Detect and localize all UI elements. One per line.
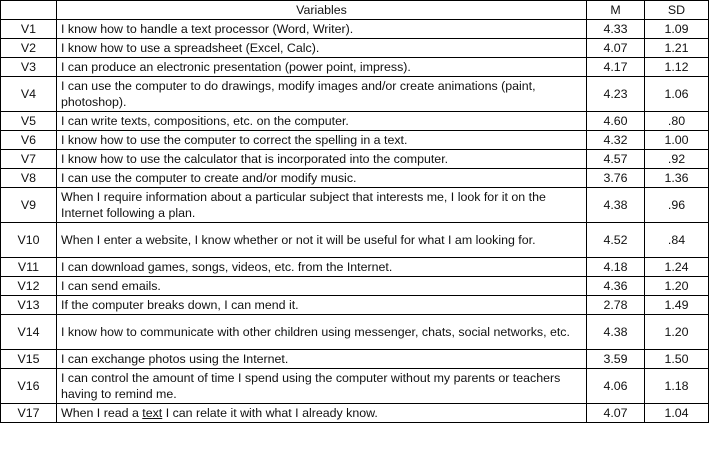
row-sd: .92 [645, 150, 709, 169]
row-sd: 1.00 [645, 131, 709, 150]
table-row [1, 258, 709, 277]
row-mean: 4.23 [587, 77, 645, 112]
table-row [1, 112, 709, 131]
row-text: I know how to use the computer to correct the spelling in a text. [57, 131, 587, 150]
row-text: I can use the computer to create and/or modify music. [57, 169, 587, 188]
row-text: I can control the amount of time I spend using the computer without my parents or teachers having to remind me. [57, 369, 587, 404]
row-sd: 1.36 [645, 169, 709, 188]
row-text-before: When I read a [61, 406, 143, 420]
row-id: V12 [1, 277, 57, 296]
row-sd: 1.21 [645, 39, 709, 58]
row-mean: 4.17 [587, 58, 645, 77]
row-text: When I require information about a particular subject that interests me, I look for it on the Internet following a plan. [57, 188, 587, 223]
row-id: V11 [1, 258, 57, 277]
row-mean: 4.06 [587, 369, 645, 404]
row-id: V15 [1, 350, 57, 369]
row-sd: 1.18 [645, 369, 709, 404]
row-id: V7 [1, 150, 57, 169]
row-text: When I enter a website, I know whether or not it will be useful for what I am looking for. [57, 223, 587, 258]
row-id: V16 [1, 369, 57, 404]
header-row [1, 1, 709, 20]
row-id: V2 [1, 39, 57, 58]
row-id: V17 [1, 404, 57, 423]
row-sd: 1.20 [645, 277, 709, 296]
header-id [1, 1, 57, 20]
row-sd: 1.50 [645, 350, 709, 369]
row-sd: .84 [645, 223, 709, 258]
row-text: I can use the computer to do drawings, modify images and/or create animations (paint, photoshop). [57, 77, 587, 112]
row-id: V5 [1, 112, 57, 131]
row-id: V6 [1, 131, 57, 150]
row-mean: 2.78 [587, 296, 645, 315]
table-row [1, 315, 709, 350]
row-mean: 4.57 [587, 150, 645, 169]
row-sd: 1.09 [645, 20, 709, 39]
row-text: I know how to use the calculator that is incorporated into the computer. [57, 150, 587, 169]
row-sd: 1.04 [645, 404, 709, 423]
row-sd: 1.24 [645, 258, 709, 277]
table-row [1, 296, 709, 315]
row-id: V8 [1, 169, 57, 188]
table-row [1, 58, 709, 77]
table-row [1, 350, 709, 369]
row-mean: 3.76 [587, 169, 645, 188]
row-text: I can write texts, compositions, etc. on the computer. [57, 112, 587, 131]
row-mean: 4.32 [587, 131, 645, 150]
header-m: M [587, 1, 645, 20]
row-text: I can exchange photos using the Internet. [57, 350, 587, 369]
table-row [1, 277, 709, 296]
row-sd: .96 [645, 188, 709, 223]
row-sd: 1.12 [645, 58, 709, 77]
row-mean: 4.33 [587, 20, 645, 39]
row-text: I know how to handle a text processor (Word, Writer). [57, 20, 587, 39]
row-text: I can produce an electronic presentation (power point, impress). [57, 58, 587, 77]
row-id: V13 [1, 296, 57, 315]
table-row [1, 188, 709, 223]
row-text: If the computer breaks down, I can mend it. [57, 296, 587, 315]
row-mean: 4.07 [587, 39, 645, 58]
table-row [1, 39, 709, 58]
row-text-after: I can relate it with what I already know. [162, 406, 378, 420]
row-id: V1 [1, 20, 57, 39]
row-sd: 1.49 [645, 296, 709, 315]
row-text [57, 404, 587, 423]
table-row [1, 150, 709, 169]
table-row [1, 369, 709, 404]
row-mean: 4.60 [587, 112, 645, 131]
row-id: V3 [1, 58, 57, 77]
header-variables: Variables [57, 1, 587, 20]
table-row [1, 169, 709, 188]
table-row [1, 131, 709, 150]
row-mean: 4.36 [587, 277, 645, 296]
row-mean: 4.38 [587, 188, 645, 223]
row-text: I can send emails. [57, 277, 587, 296]
table-row [1, 223, 709, 258]
row-text: I know how to use a spreadsheet (Excel, Calc). [57, 39, 587, 58]
table-row [1, 77, 709, 112]
row-id: V14 [1, 315, 57, 350]
header-sd: SD [645, 1, 709, 20]
row-id: V10 [1, 223, 57, 258]
row-mean: 4.18 [587, 258, 645, 277]
row-mean: 4.38 [587, 315, 645, 350]
row-sd: 1.20 [645, 315, 709, 350]
row-id: V9 [1, 188, 57, 223]
row-mean: 4.07 [587, 404, 645, 423]
row-sd: 1.06 [645, 77, 709, 112]
table-row [1, 404, 709, 423]
table-row [1, 20, 709, 39]
row-sd: .80 [645, 112, 709, 131]
row-id: V4 [1, 77, 57, 112]
row-text-underlined: text [142, 406, 163, 420]
row-text: I know how to communicate with other children using messenger, chats, social networks, etc. [57, 315, 587, 350]
row-text: I can download games, songs, videos, etc. from the Internet. [57, 258, 587, 277]
row-mean: 4.52 [587, 223, 645, 258]
row-mean: 3.59 [587, 350, 645, 369]
